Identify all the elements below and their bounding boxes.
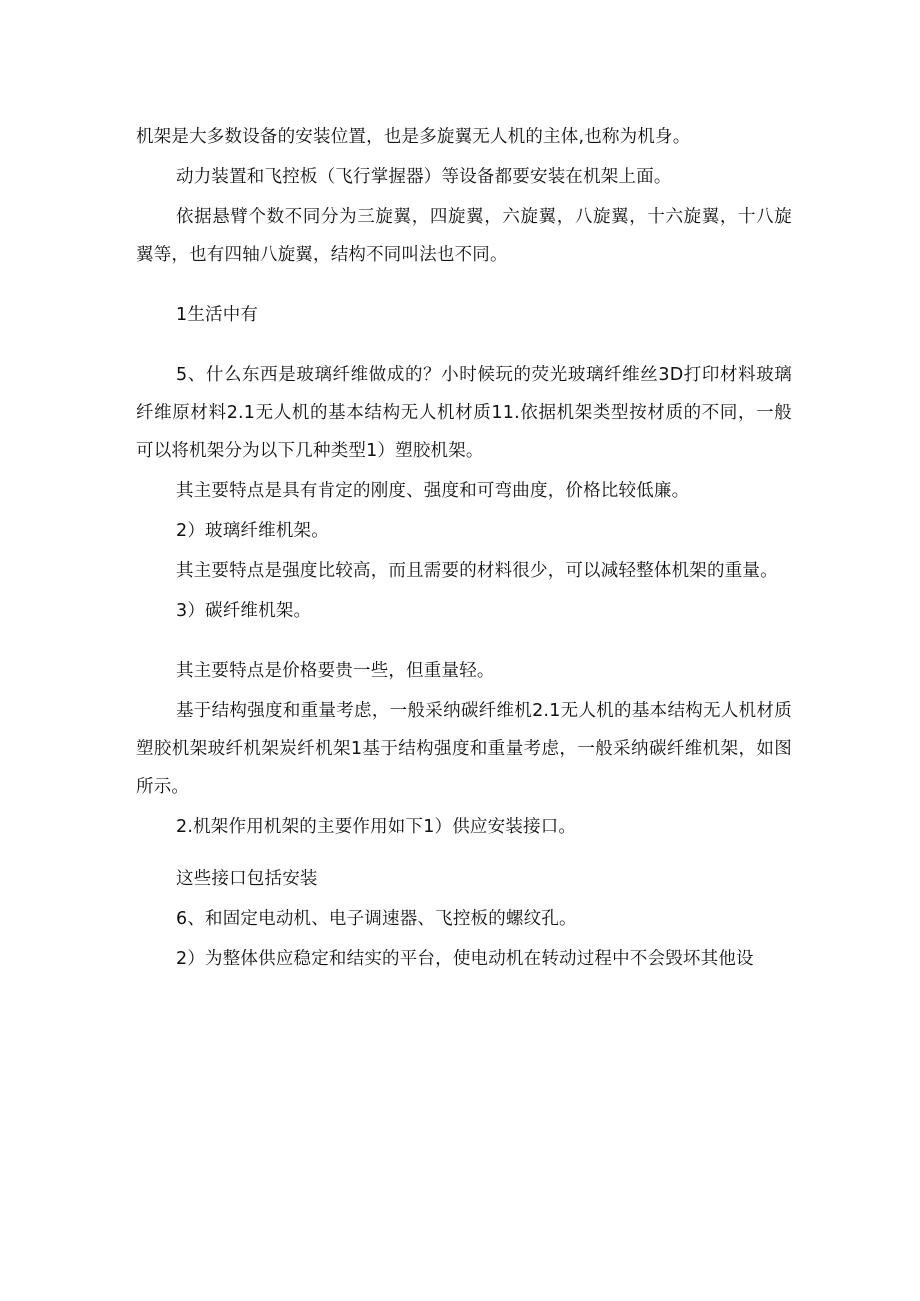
- paragraph-13: 这些接口包括安装: [176, 869, 318, 889]
- paragraph-7: 2）玻璃纤维机架。: [176, 521, 329, 541]
- paragraph-1: 机架是大多数设备的安装位置，也是多旋翼无人机的主体,也称为机身。: [136, 127, 691, 147]
- paragraph-15: 2）为整体供应稳定和结实的平台，使电动机在转动过程中不会毁坏其他设: [176, 949, 754, 969]
- paragraph-4: 1生活中有: [176, 305, 259, 325]
- paragraph-5: 5、什么东西是玻璃纤维做成的？小时候玩的荧光玻璃纤维丝3D打印材料玻璃纤维原材料2.1无人机的基本结构无人机材质11.依据机架类型按材质的不同，一般可以将机架分为以下几种类型1）塑胶机架。: [136, 365, 792, 461]
- paragraph-11: 基于结构强度和重量考虑，一般采纳碳纤维机2.1无人机的基本结构无人机材质塑胶机架玻纤机架炭纤机架1基于结构强度和重量考虑，一般采纳碳纤维机架，如图所示。: [136, 701, 792, 797]
- paragraph-8: 其主要特点是强度比较高，而且需要的材料很少，可以减轻整体机架的重量。: [176, 561, 778, 581]
- paragraph-9: 3）碳纤维机架。: [176, 601, 312, 621]
- paragraph-3: 依据悬臂个数不同分为三旋翼，四旋翼，六旋翼，八旋翼，十六旋翼，十八旋翼等，也有四轴八旋翼，结构不同叫法也不同。: [136, 207, 792, 265]
- paragraph-12: 2.机架作用机架的主要作用如下1）供应安装接口。: [176, 817, 577, 837]
- paragraph-6: 其主要特点是具有肯定的刚度、强度和可弯曲度，价格比较低廉。: [176, 481, 690, 501]
- paragraph-2: 动力装置和飞控板（飞行掌握器）等设备都要安装在机架上面。: [176, 167, 672, 187]
- document-body: [136, 118, 792, 978]
- paragraph-10: 其主要特点是价格要贵一些，但重量轻。: [176, 661, 495, 681]
- paragraph-14: 6、和固定电动机、电子调速器、飞控板的螺纹孔。: [176, 909, 577, 929]
